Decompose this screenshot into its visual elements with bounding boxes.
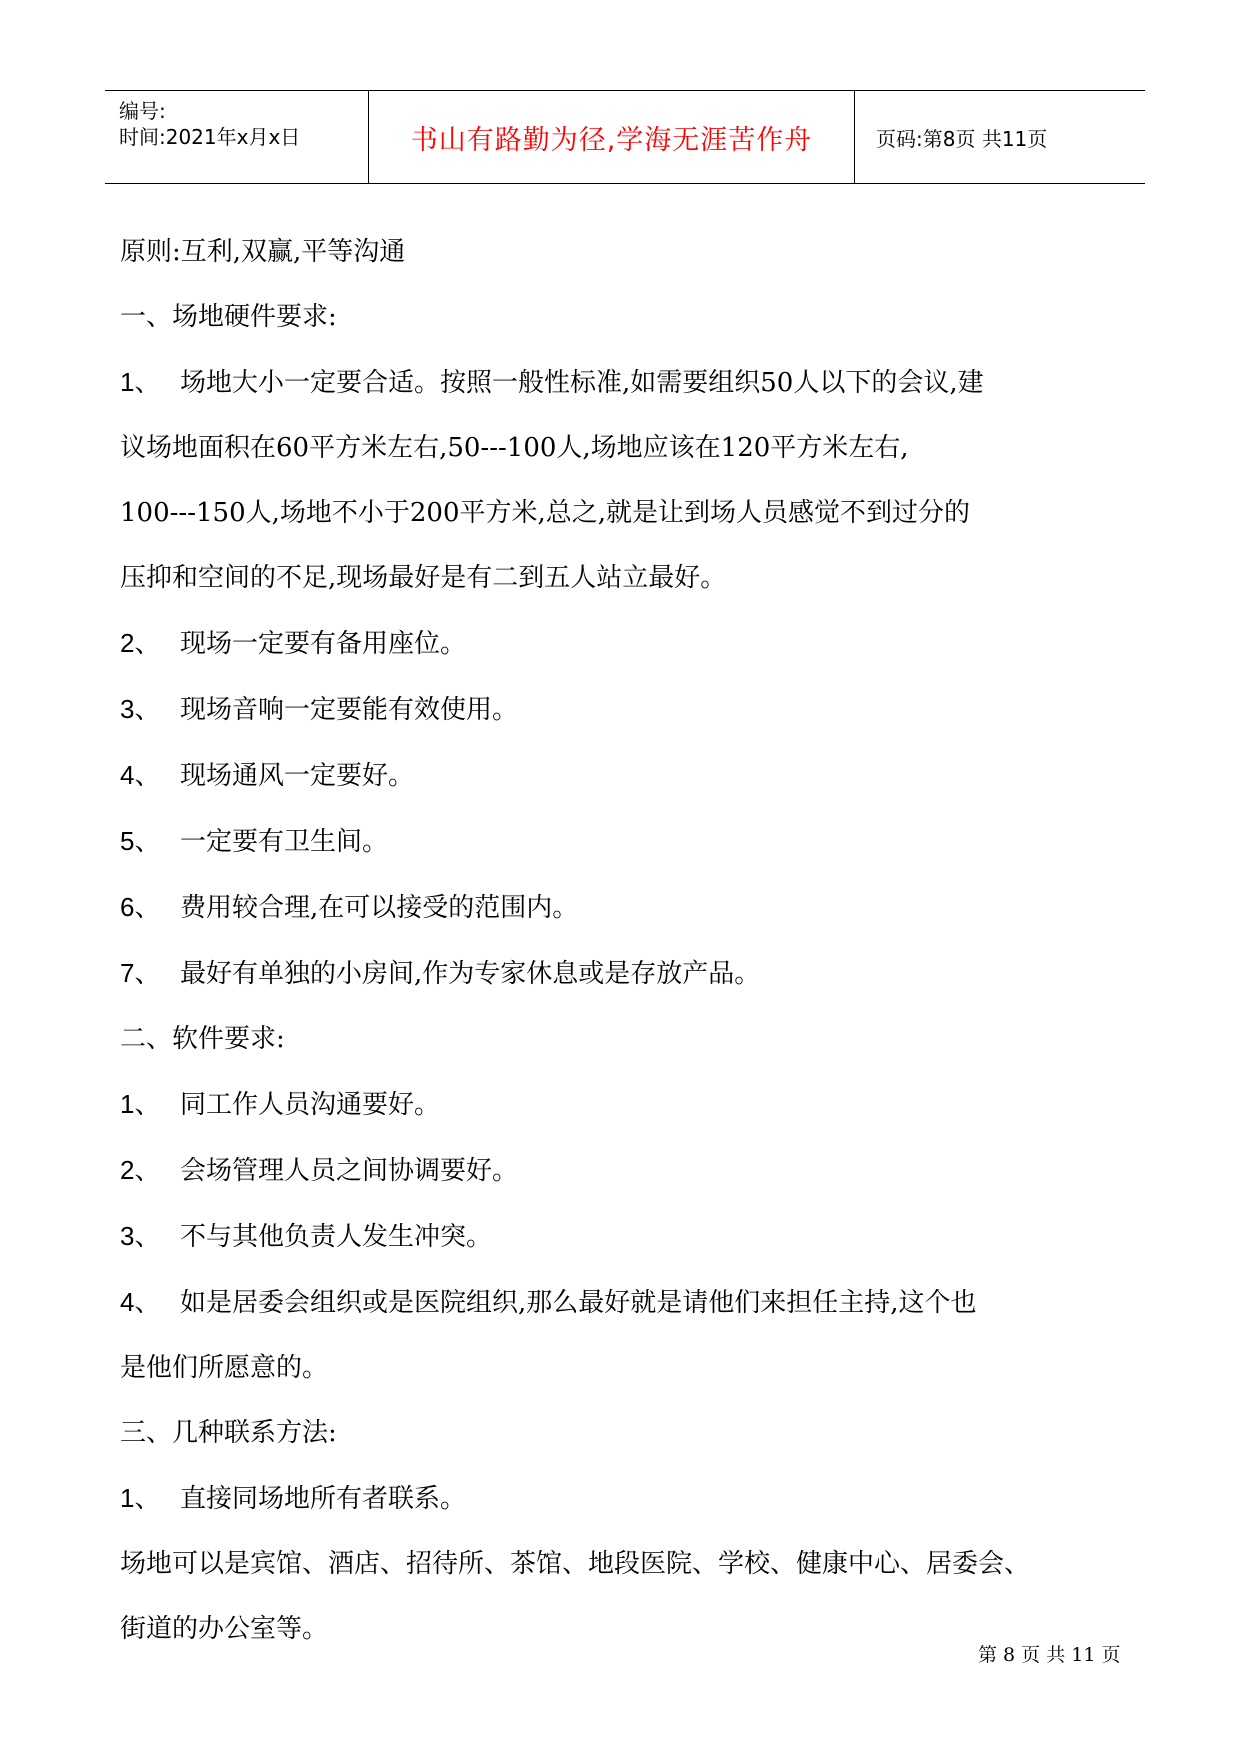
- item-text: 现场音响一定要能有效使用。: [180, 695, 519, 725]
- item-number: 2、: [120, 1155, 161, 1185]
- item-text: 压抑和空间的不足,现场最好是有二到五人站立最好。: [120, 563, 727, 593]
- item-text: 现场一定要有备用座位。: [180, 629, 467, 659]
- document-body: [120, 220, 1140, 1662]
- page-code: 页码:第8页 共11页: [876, 126, 1048, 151]
- section3-title: 三、几种联系方法:: [120, 1418, 337, 1448]
- item-text: 会场管理人员之间协调要好。: [180, 1156, 519, 1186]
- item-number: 1、: [120, 367, 161, 397]
- section1-title: 一、场地硬件要求:: [120, 302, 337, 332]
- principle-line: 原则:互利,双赢,平等沟通: [120, 237, 406, 267]
- item-text: 直接同场地所有者联系。: [180, 1484, 467, 1514]
- list-item: [120, 1466, 1140, 1532]
- item-text: 议场地面积在60平方米左右,50---100人,场地应该在120平方米左右,: [120, 433, 909, 463]
- list-item: [120, 677, 1140, 743]
- item-text: 不与其他负责人发生冲突。: [180, 1222, 493, 1252]
- list-item: [120, 611, 1140, 677]
- item-number: 6、: [120, 892, 161, 922]
- item-number: 5、: [120, 826, 161, 856]
- motto-text: 书山有路勤为径,学海无涯苦作舟: [410, 124, 813, 156]
- list-item: [120, 1270, 1140, 1336]
- header-motto-cell: [369, 91, 855, 183]
- item-number: 3、: [120, 1221, 161, 1251]
- item-text: 街道的办公室等。: [120, 1614, 329, 1644]
- list-item-continuation: [120, 416, 1140, 481]
- paragraph-line: [120, 1532, 1140, 1597]
- section2-title: 二、软件要求:: [120, 1024, 285, 1054]
- item-text: 费用较合理,在可以接受的范围内。: [180, 893, 579, 923]
- list-item: [120, 875, 1140, 941]
- code-label: 编号:: [119, 99, 166, 123]
- list-item: [120, 743, 1140, 809]
- item-text: 如是居委会组织或是医院组织,那么最好就是请他们来担任主持,这个也: [180, 1288, 977, 1318]
- list-item: [120, 809, 1140, 875]
- list-item: [120, 1072, 1140, 1138]
- page-header: [105, 90, 1145, 184]
- item-text: 是他们所愿意的。: [120, 1353, 329, 1383]
- list-item: [120, 941, 1140, 1007]
- item-text: 100---150人,场地不小于200平方米,总之,就是让到场人员感觉不到过分的: [120, 498, 971, 528]
- item-text: 现场通风一定要好。: [180, 761, 415, 791]
- item-number: 4、: [120, 1287, 161, 1317]
- list-item-continuation: [120, 546, 1140, 611]
- list-item: [120, 350, 1140, 416]
- list-item: [120, 1138, 1140, 1204]
- time-label: 时间:2021年x月x日: [119, 125, 301, 149]
- list-item-continuation: [120, 1336, 1140, 1401]
- item-number: 1、: [120, 1089, 161, 1119]
- item-number: 2、: [120, 628, 161, 658]
- item-number: 3、: [120, 694, 161, 724]
- item-text: 同工作人员沟通要好。: [180, 1090, 441, 1120]
- item-text: 一定要有卫生间。: [180, 827, 389, 857]
- list-item: [120, 1204, 1140, 1270]
- item-number: 1、: [120, 1483, 161, 1513]
- item-number: 4、: [120, 760, 161, 790]
- page-footer: 第 8 页 共 11 页: [978, 1644, 1121, 1666]
- header-page-cell: [856, 91, 1145, 183]
- item-number: 7、: [120, 958, 161, 988]
- item-text: 场地可以是宾馆、酒店、招待所、茶馆、地段医院、学校、健康中心、居委会、: [120, 1549, 1031, 1579]
- header-left-cell: [105, 91, 369, 183]
- item-text: 场地大小一定要合适。按照一般性标准,如需要组织50人以下的会议,建: [180, 368, 984, 398]
- list-item-continuation: [120, 481, 1140, 546]
- item-text: 最好有单独的小房间,作为专家休息或是存放产品。: [180, 959, 761, 989]
